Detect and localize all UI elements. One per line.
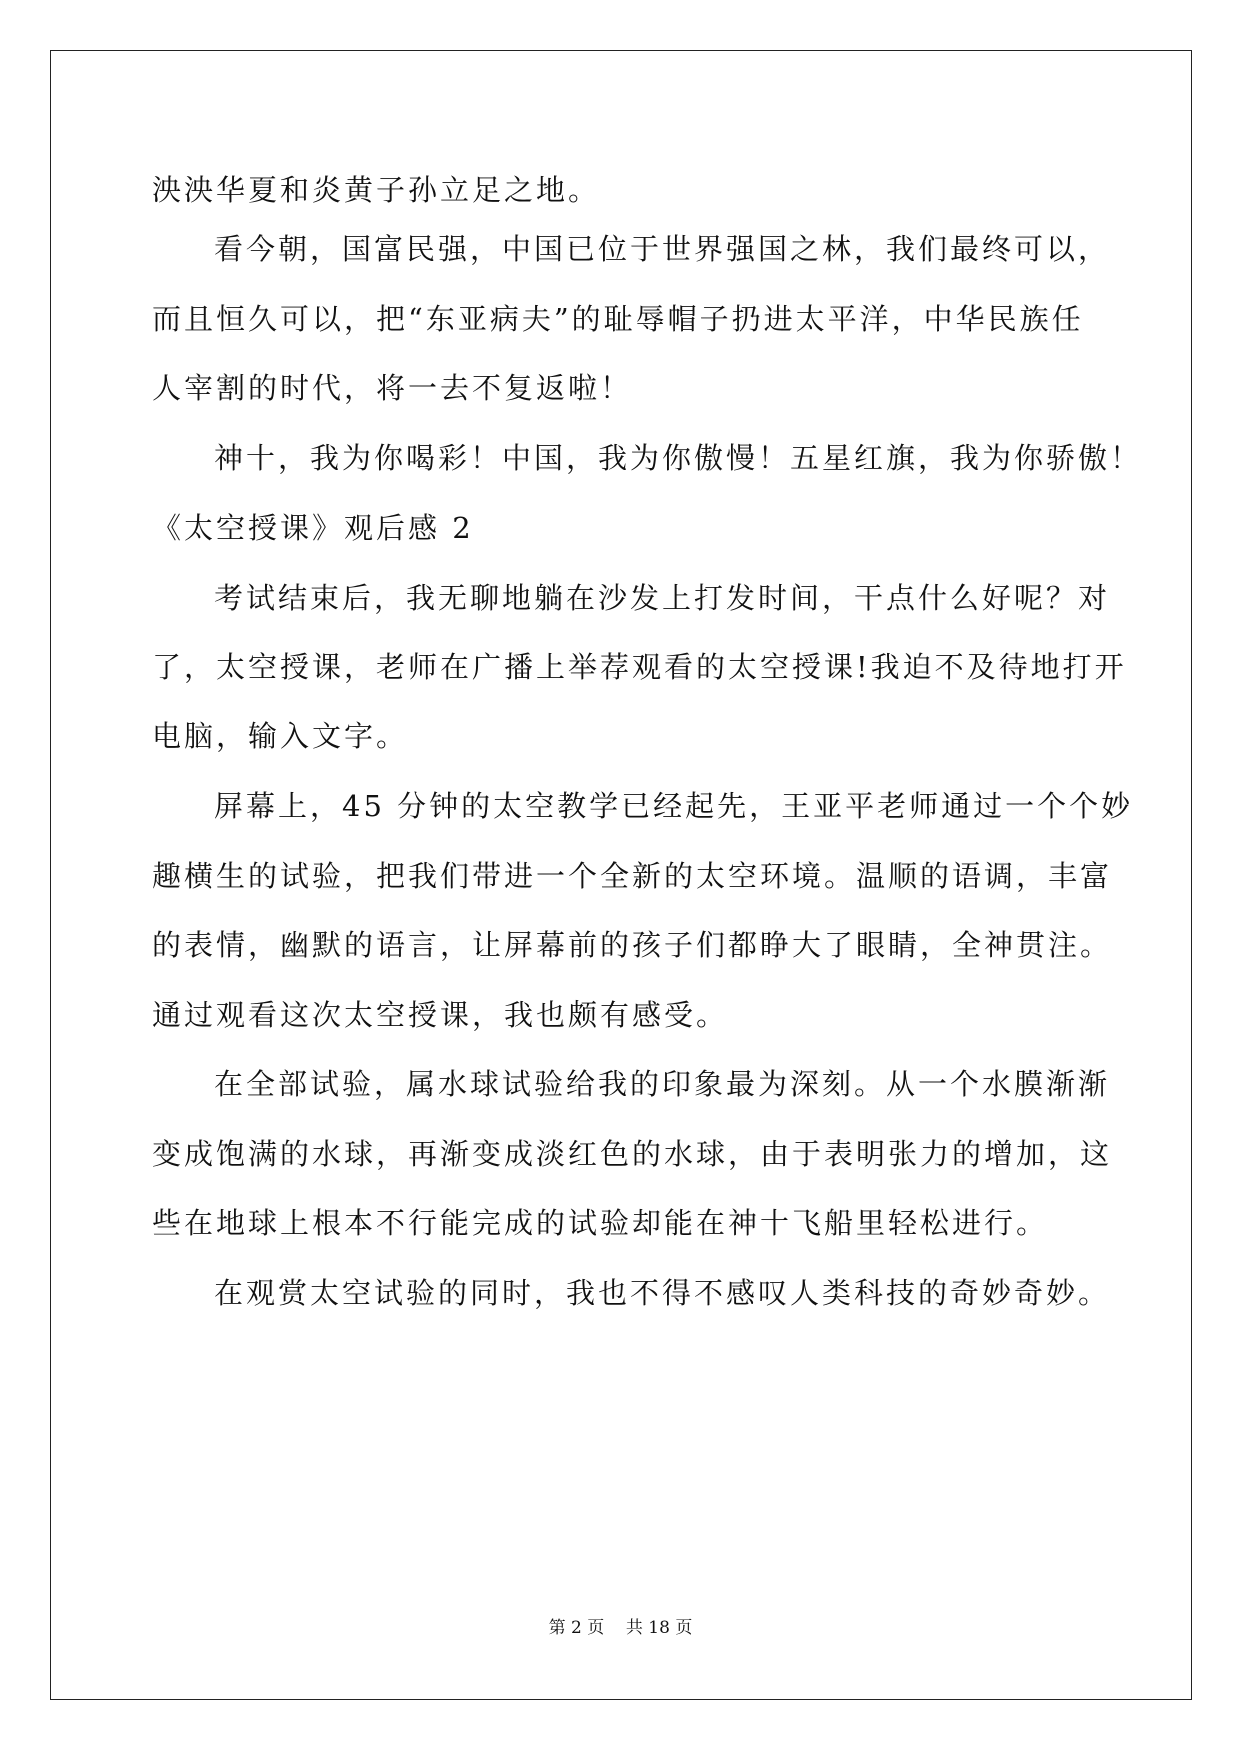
text-line: 考试结束后，我无聊地躺在沙发上打发时间，干点什么好呢？对	[214, 581, 1111, 615]
section-heading: 《太空授课》观后感 2	[152, 511, 474, 545]
page-number: 第 2 页 共 18 页	[548, 1618, 693, 1638]
text-line: 通过观看这次太空授课，我也颇有感受。	[152, 998, 729, 1032]
text-line: 在观赏太空试验的同时，我也不得不感叹人类科技的奇妙奇妙。	[214, 1276, 1111, 1310]
text-line: 变成饱满的水球，再渐变成淡红色的水球，由于表明张力的增加，这	[152, 1137, 1113, 1171]
text-line: 而且恒久可以，把“东亚病夫”的耻辱帽子扔进太平洋，中华民族任	[152, 302, 1084, 336]
text-line: 人宰割的时代，将一去不复返啦！	[152, 371, 633, 405]
text-line: 看今朝，国富民强，中国已位于世界强国之林，我们最终可以，	[214, 232, 1111, 266]
text-line: 的表情，幽默的语言，让屏幕前的孩子们都睁大了眼睛，全神贯注。	[152, 928, 1113, 962]
text-line: 神十，我为你喝彩！中国，我为你傲慢！五星红旗，我为你骄傲！	[214, 441, 1143, 475]
text-line: 在全部试验，属水球试验给我的印象最为深刻。从一个水膜渐渐	[214, 1067, 1111, 1101]
text-line: 泱泱华夏和炎黄子孙立足之地。	[152, 173, 601, 207]
text-line: 电脑，输入文字。	[152, 719, 409, 753]
text-line: 些在地球上根本不行能完成的试验却能在神十飞船里轻松进行。	[152, 1206, 1049, 1240]
text-line: 了，太空授课，老师在广播上举荐观看的太空授课!我迫不及待地打开	[152, 650, 1127, 684]
text-line: 屏幕上，45 分钟的太空教学已经起先，王亚平老师通过一个个妙	[214, 789, 1134, 823]
text-line: 趣横生的试验，把我们带进一个全新的太空环境。温顺的语调，丰富	[152, 859, 1113, 893]
